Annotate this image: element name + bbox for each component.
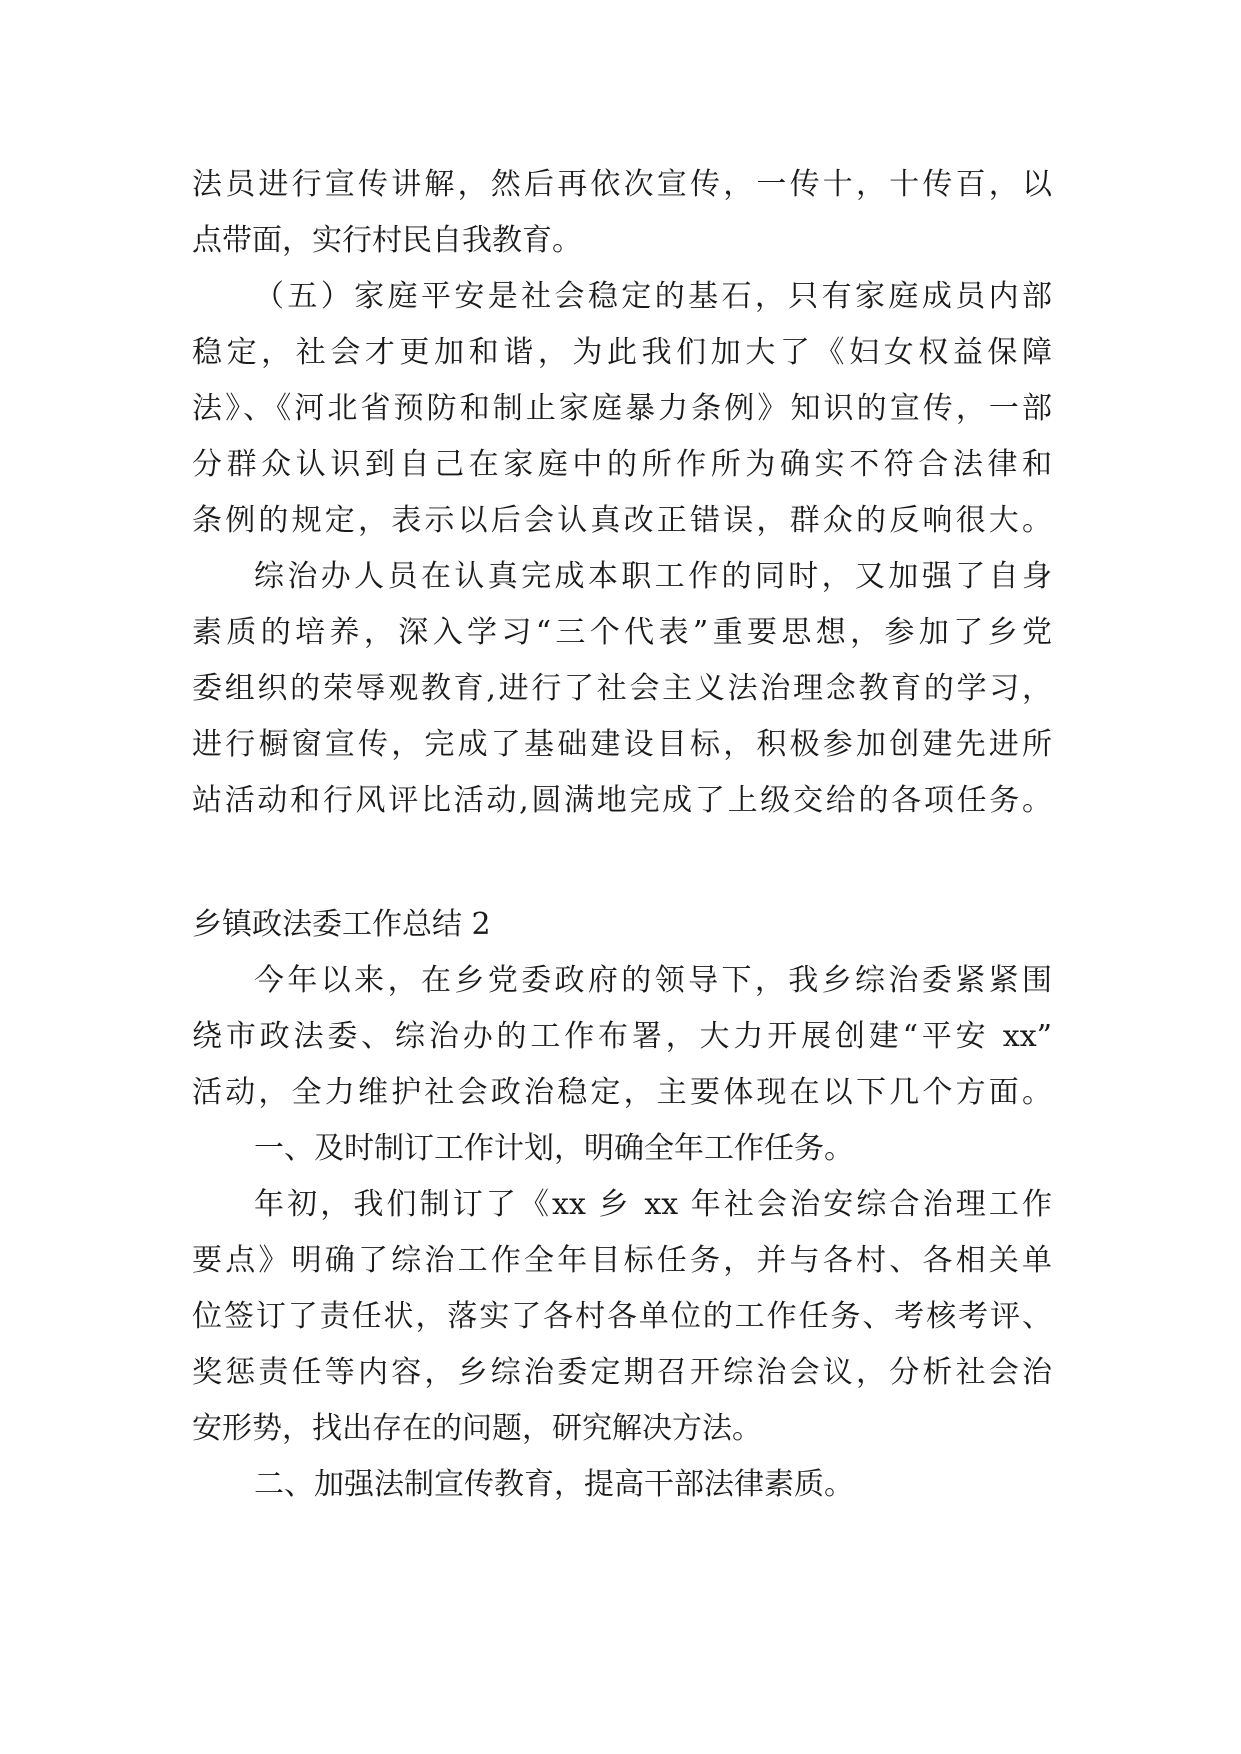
text-line: 站活动和行风评比活动,圆满地完成了上级交给的各项任务。 xyxy=(192,783,1052,818)
text-line: 点带面，实行村民自我教育。 xyxy=(192,223,582,258)
text-line: 奖惩责任等内容，乡综治委定期召开综治会议，分析社会治 xyxy=(192,1355,1052,1390)
section-heading: 乡镇政法委工作总结 2 xyxy=(192,907,491,942)
text-line: 素质的培养，深入学习“三个代表”重要思想，参加了乡党 xyxy=(192,615,1052,650)
text-line: 位签订了责任状，落实了各村各单位的工作任务、考核考评、 xyxy=(192,1299,1052,1334)
text-line: 条例的规定，表示以后会认真改正错误，群众的反响很大。 xyxy=(192,503,1052,538)
text-line: 进行橱窗宣传，完成了基础建设目标，积极参加创建先进所 xyxy=(192,727,1052,762)
text-line: 二、加强法制宣传教育，提高干部法律素质。 xyxy=(254,1467,854,1502)
text-line: 法员进行宣传讲解，然后再依次宣传，一传十，十传百，以 xyxy=(192,167,1052,202)
text-line: 今年以来，在乡党委政府的领导下，我乡综治委紧紧围 xyxy=(254,963,1052,998)
text-line: 稳定，社会才更加和谐，为此我们加大了《妇女权益保障 xyxy=(192,335,1052,370)
text-line: （五）家庭平安是社会稳定的基石，只有家庭成员内部 xyxy=(254,279,1052,314)
text-line: 要点》明确了综治工作全年目标任务，并与各村、各相关单 xyxy=(192,1243,1052,1278)
text-line: 法》、《河北省预防和制止家庭暴力条例》知识的宣传，一部 xyxy=(192,391,1052,426)
text-line: 一、及时制订工作计划，明确全年工作任务。 xyxy=(254,1131,854,1166)
text-line: 绕市政法委、综治办的工作布署，大力开展创建“平安 xx” xyxy=(192,1019,1052,1054)
text-line: 活动，全力维护社会政治稳定，主要体现在以下几个方面。 xyxy=(192,1075,1052,1110)
text-line: 年初，我们制订了《xx 乡 xx 年社会治安综合治理工作 xyxy=(254,1187,1052,1222)
text-line: 综治办人员在认真完成本职工作的同时，又加强了自身 xyxy=(254,559,1052,594)
text-line: 安形势，找出存在的问题，研究解决方法。 xyxy=(192,1411,762,1446)
text-line: 委组织的荣辱观教育,进行了社会主义法治理念教育的学习， xyxy=(192,671,1052,706)
text-line: 分群众认识到自己在家庭中的所作所为确实不符合法律和 xyxy=(192,447,1052,482)
